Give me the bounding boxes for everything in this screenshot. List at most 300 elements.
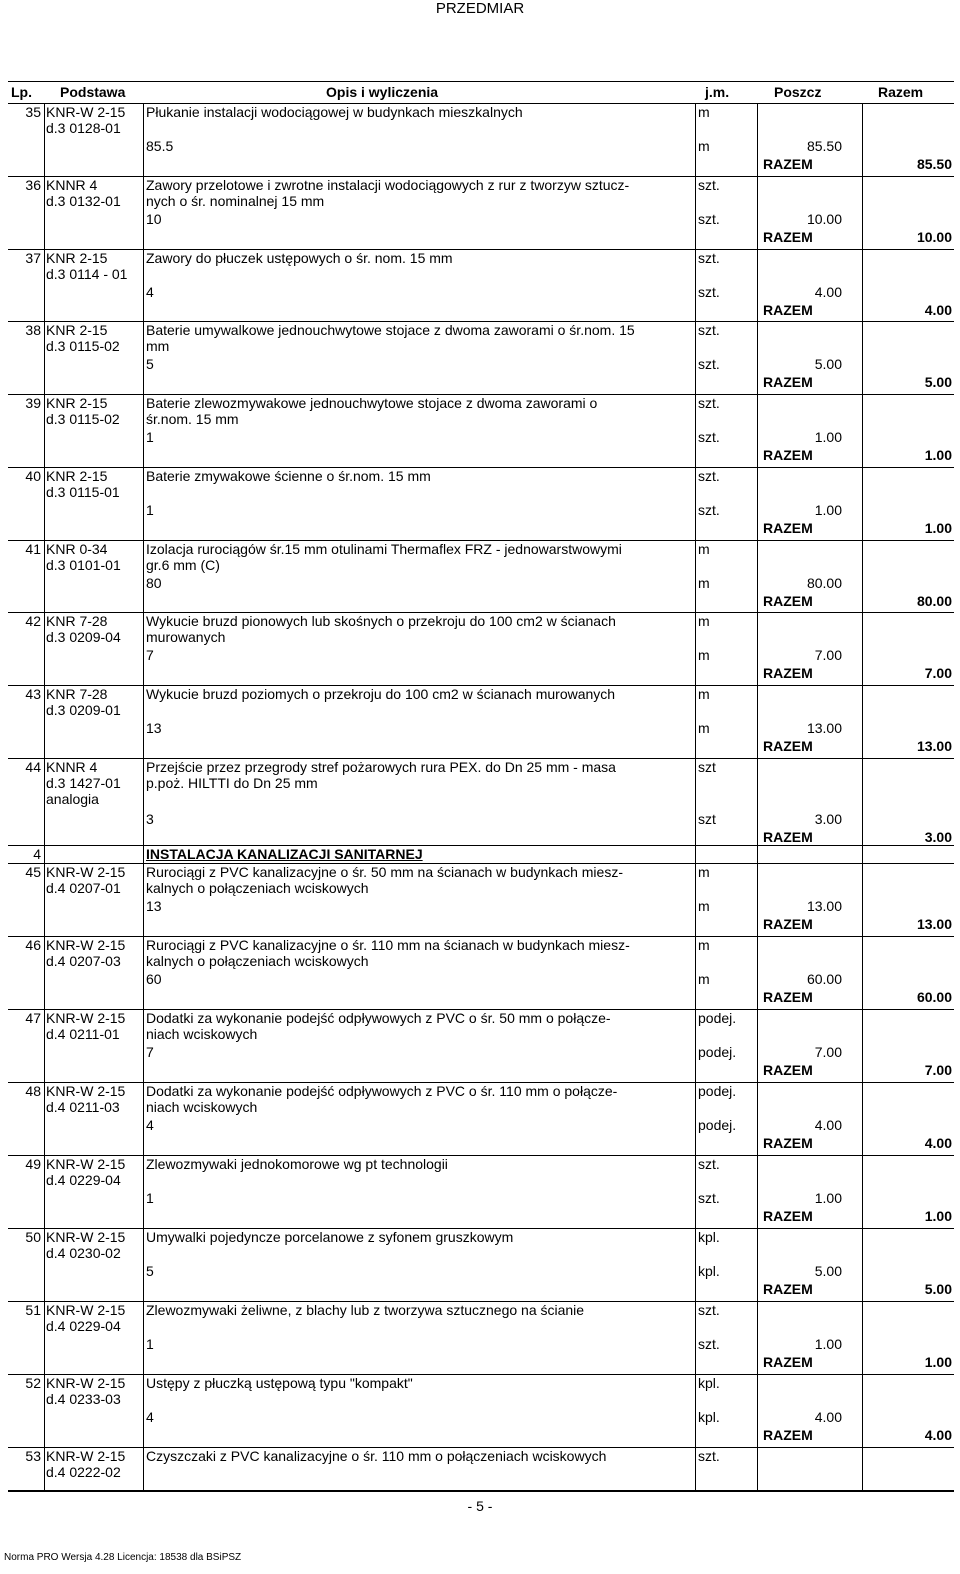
column-divider: [862, 1010, 863, 1082]
quantity-value: 1.00: [814, 1336, 842, 1352]
column-divider: [44, 322, 45, 394]
column-divider: [757, 322, 758, 394]
catalog-position: d.3 0209-01: [46, 702, 121, 718]
unit: m: [698, 686, 710, 702]
razem-label: RAZEM: [763, 302, 813, 318]
quantity-value: 13.00: [806, 898, 842, 914]
quantity-formula: 3: [146, 811, 154, 827]
quantity-unit: szt.: [698, 1190, 720, 1206]
item-number: 40: [25, 468, 41, 484]
column-divider: [44, 1375, 45, 1447]
position-row: [8, 104, 954, 177]
column-divider: [862, 1375, 863, 1447]
column-divider: [862, 395, 863, 467]
catalog-position: d.3 0115-02: [46, 338, 120, 354]
column-divider: [757, 864, 758, 936]
item-number: 49: [25, 1156, 41, 1172]
quantity-unit: kpl.: [698, 1409, 720, 1425]
quantity-formula: 7: [146, 1044, 154, 1060]
column-divider: [44, 846, 45, 863]
description-line: Czyszczaki z PVC kanalizacyjne o śr. 110 mm o połączeniach wciskowych: [146, 1448, 607, 1464]
catalog-position: d.3 0115-02: [46, 411, 120, 427]
catalog-position: d.4 0211-03: [46, 1099, 120, 1115]
section-row: [8, 846, 954, 864]
quantity-unit: kpl.: [698, 1263, 720, 1279]
unit: m: [698, 541, 710, 557]
item-description: [146, 1083, 698, 1115]
unit: szt.: [698, 1156, 720, 1172]
item-number: 43: [25, 686, 41, 702]
position-row: [8, 322, 954, 395]
description-line: Wykucie bruzd pionowych lub skośnych o przekroju do 100 cm2 w ścianach: [146, 613, 616, 629]
catalog-position: d.4 0222-02: [46, 1464, 121, 1480]
column-divider: [143, 1448, 144, 1490]
description-line: Zawory przelotowe i zwrotne instalacji wodociągowych z rur z tworzyw sztucz-: [146, 177, 630, 193]
description-line: Ustępy z płuczką ustępową typu "kompakt": [146, 1375, 413, 1391]
quantity-unit: m: [698, 138, 710, 154]
item-number: 46: [25, 937, 41, 953]
description-line: kalnych o połączeniach wciskowych: [146, 953, 369, 969]
column-divider: [862, 541, 863, 612]
description-line: nych o śr. nominalnej 15 mm: [146, 193, 325, 209]
catalog-code: KNR 0-34: [46, 541, 108, 557]
column-divider: [143, 177, 144, 249]
column-divider: [143, 1010, 144, 1082]
quantity-value: 1.00: [814, 502, 842, 518]
quantity-value: 7.00: [814, 1044, 842, 1060]
column-divider: [862, 937, 863, 1009]
item-description: [146, 937, 698, 969]
item-number: 47: [25, 1010, 41, 1026]
razem-label: RAZEM: [763, 1354, 813, 1370]
unit: szt.: [698, 250, 720, 266]
item-number: 4: [33, 846, 41, 862]
column-divider: [44, 759, 45, 845]
description-line: Rurociągi z PVC kanalizacyjne o śr. 110 mm na ścianach w budynkach miesz-: [146, 937, 630, 953]
column-divider: [44, 541, 45, 612]
description-line: niach wciskowych: [146, 1026, 258, 1042]
column-divider: [143, 1302, 144, 1374]
razem-value: 4.00: [924, 302, 952, 318]
quantity-unit: podej.: [698, 1044, 737, 1060]
column-divider: [757, 104, 758, 176]
razem-label: RAZEM: [763, 916, 813, 932]
item-description: [146, 468, 698, 484]
item-description: [146, 1156, 698, 1172]
position-row: [8, 177, 954, 250]
razem-value: 7.00: [924, 665, 952, 681]
column-divider: [143, 322, 144, 394]
column-divider: [862, 686, 863, 758]
catalog-position: d.4 0229-04: [46, 1172, 121, 1188]
description-line: murowanych: [146, 629, 226, 645]
item-number: 48: [25, 1083, 41, 1099]
column-divider: [44, 250, 45, 321]
position-row: [8, 864, 954, 937]
catalog-position: d.3 0209-04: [46, 629, 121, 645]
column-divider: [44, 1156, 45, 1228]
description-line: Przejście przez przegrody stref pożarowych rura PEX. do Dn 25 mm - masa: [146, 759, 616, 775]
item-number: 37: [25, 250, 41, 266]
header-jm: j.m.: [705, 84, 730, 100]
position-row: [8, 937, 954, 1010]
quantity-value: 60.00: [806, 971, 842, 987]
quantity-unit: szt.: [698, 1336, 720, 1352]
unit: podej.: [698, 1083, 737, 1099]
catalog-position: d.4 0211-01: [46, 1026, 120, 1042]
catalog-code: KNR-W 2-15: [46, 104, 126, 120]
column-divider: [862, 864, 863, 936]
table-header: [8, 82, 954, 104]
column-divider: [44, 864, 45, 936]
razem-label: RAZEM: [763, 1427, 813, 1443]
column-divider: [44, 395, 45, 467]
column-divider: [757, 1229, 758, 1301]
item-description: [146, 1375, 698, 1391]
unit: szt.: [698, 395, 720, 411]
header-podstawa: Podstawa: [60, 84, 126, 100]
column-divider: [757, 395, 758, 467]
item-number: 44: [25, 759, 41, 775]
quantity-formula: 4: [146, 284, 154, 300]
quantity-formula: 4: [146, 1409, 154, 1425]
catalog-position: d.4 0207-03: [46, 953, 121, 969]
quantity-value: 4.00: [814, 1117, 842, 1133]
razem-value: 4.00: [924, 1427, 952, 1443]
column-divider: [44, 1010, 45, 1082]
header-razem: Razem: [878, 84, 924, 100]
quantity-formula: 1: [146, 502, 154, 518]
column-divider: [143, 250, 144, 321]
column-divider: [862, 250, 863, 321]
quantity-formula: 4: [146, 1117, 154, 1133]
page-title: PRZEDMIAR: [435, 0, 525, 17]
column-divider: [143, 1229, 144, 1301]
razem-label: RAZEM: [763, 738, 813, 754]
item-number: 36: [25, 177, 41, 193]
unit: szt: [698, 759, 716, 775]
column-divider: [757, 1448, 758, 1490]
column-divider: [757, 250, 758, 321]
unit: kpl.: [698, 1229, 720, 1245]
quantity-unit: m: [698, 971, 710, 987]
column-divider: [143, 846, 144, 863]
quantity-unit: szt.: [698, 211, 720, 227]
razem-value: 7.00: [924, 1062, 952, 1078]
quantity-value: 3.00: [814, 811, 842, 827]
column-divider: [862, 846, 863, 863]
unit: m: [698, 613, 710, 629]
item-description: [146, 322, 698, 354]
unit: m: [698, 104, 710, 120]
razem-label: RAZEM: [763, 665, 813, 681]
cost-table: [8, 81, 954, 1492]
item-number: 45: [25, 864, 41, 880]
quantity-unit: szt.: [698, 284, 720, 300]
quantity-formula: 13: [146, 898, 162, 914]
column-divider: [44, 613, 45, 685]
razem-label: RAZEM: [763, 1281, 813, 1297]
table-body: [8, 104, 954, 1491]
quantity-formula: 85.5: [146, 138, 174, 154]
column-divider: [862, 1229, 863, 1301]
quantity-formula: 1: [146, 1336, 154, 1352]
catalog-position: d.3 1427-01: [46, 775, 121, 791]
quantity-value: 1.00: [814, 429, 842, 445]
item-description: [146, 1229, 698, 1245]
column-divider: [862, 759, 863, 845]
unit: szt.: [698, 322, 720, 338]
razem-value: 1.00: [924, 447, 952, 463]
column-divider: [143, 937, 144, 1009]
description-line: Umywalki pojedyncze porcelanowe z syfonem gruszkowym: [146, 1229, 514, 1245]
razem-label: RAZEM: [763, 1208, 813, 1224]
column-divider: [143, 1375, 144, 1447]
description-line: Wykucie bruzd poziomych o przekroju do 100 cm2 w ścianach murowanych: [146, 686, 616, 702]
item-description: [146, 1448, 698, 1464]
item-description: [146, 759, 698, 791]
column-divider: [862, 322, 863, 394]
description-line: Baterie zlewozmywakowe jednouchwytowe stojace z dwoma zaworami o: [146, 395, 598, 411]
razem-label: RAZEM: [763, 1062, 813, 1078]
quantity-formula: 80: [146, 575, 162, 591]
item-description: [146, 250, 698, 266]
catalog-code: KNR-W 2-15: [46, 1229, 126, 1245]
description-line: kalnych o połączeniach wciskowych: [146, 880, 369, 896]
catalog-code: KNR 7-28: [46, 686, 108, 702]
column-divider: [44, 104, 45, 176]
catalog-code: KNR 2-15: [46, 395, 108, 411]
catalog-code: KNR 7-28: [46, 613, 108, 629]
page-number: - 5 -: [467, 1498, 493, 1514]
item-description: [146, 613, 698, 645]
quantity-value: 10.00: [806, 211, 842, 227]
quantity-unit: m: [698, 575, 710, 591]
quantity-unit: m: [698, 898, 710, 914]
column-divider: [757, 177, 758, 249]
quantity-value: 7.00: [814, 647, 842, 663]
license-note: Norma PRO Wersja 4.28 Licencja: 18538 dla BSiPSZ: [4, 1552, 242, 1563]
unit: podej.: [698, 1010, 737, 1026]
item-number: 42: [25, 613, 41, 629]
column-divider: [757, 1010, 758, 1082]
description-line: p.poż. HILTTI do Dn 25 mm: [146, 775, 318, 791]
razem-label: RAZEM: [763, 989, 813, 1005]
quantity-value: 13.00: [806, 720, 842, 736]
column-divider: [862, 613, 863, 685]
catalog-code: KNR-W 2-15: [46, 1302, 126, 1318]
column-divider: [143, 395, 144, 467]
item-number: 39: [25, 395, 41, 411]
description-line: Baterie zmywakowe ścienne o śr.nom. 15 mm: [146, 468, 431, 484]
catalog-code: KNR 2-15: [46, 322, 108, 338]
catalog-note: analogia: [46, 791, 99, 807]
quantity-unit: m: [698, 647, 710, 663]
razem-value: 1.00: [924, 1208, 952, 1224]
catalog-position: d.3 0101-01: [46, 557, 121, 573]
column-divider: [143, 104, 144, 176]
description-line: Rurociągi z PVC kanalizacyjne o śr. 50 mm na ścianach w budynkach miesz-: [146, 864, 623, 880]
description-line: Dodatki za wykonanie podejść odpływowych z PVC o śr. 50 mm o połącze-: [146, 1010, 611, 1026]
quantity-formula: 5: [146, 356, 154, 372]
column-divider: [757, 1156, 758, 1228]
razem-label: RAZEM: [763, 156, 813, 172]
razem-value: 3.00: [924, 829, 952, 845]
column-divider: [44, 1448, 45, 1490]
quantity-unit: szt.: [698, 356, 720, 372]
item-description: [146, 686, 698, 702]
item-number: 38: [25, 322, 41, 338]
razem-value: 1.00: [924, 520, 952, 536]
catalog-code: KNR-W 2-15: [46, 1375, 126, 1391]
column-divider: [862, 468, 863, 540]
unit: szt.: [698, 1302, 720, 1318]
razem-value: 80.00: [916, 593, 952, 609]
item-description: [146, 104, 698, 120]
column-divider: [44, 1302, 45, 1374]
column-divider: [757, 541, 758, 612]
column-divider: [757, 759, 758, 845]
quantity-value: 4.00: [814, 284, 842, 300]
header-opis: Opis i wyliczenia: [326, 84, 439, 100]
razem-value: 5.00: [924, 1281, 952, 1297]
column-divider: [757, 468, 758, 540]
catalog-code: KNR-W 2-15: [46, 937, 126, 953]
quantity-unit: szt: [698, 811, 716, 827]
catalog-position: d.3 0114 - 01: [46, 266, 128, 282]
catalog-position: d.3 0115-01: [46, 484, 120, 500]
catalog-position: d.3 0132-01: [46, 193, 121, 209]
position-row: [8, 468, 954, 541]
column-divider: [757, 1375, 758, 1447]
header-lp: Lp.: [11, 84, 32, 100]
header-poszcz: Poszcz: [774, 84, 822, 100]
razem-value: 1.00: [924, 1354, 952, 1370]
quantity-formula: 1: [146, 429, 154, 445]
item-number: 50: [25, 1229, 41, 1245]
unit: szt.: [698, 177, 720, 193]
description-line: INSTALACJA KANALIZACJI SANITARNEJ: [146, 846, 423, 862]
column-divider: [862, 1302, 863, 1374]
position-row: [8, 1010, 954, 1083]
item-description: [146, 541, 698, 573]
column-divider: [44, 1229, 45, 1301]
position-row: [8, 395, 954, 468]
description-line: Izolacja rurociągów śr.15 mm otulinami Thermaflex FRZ - jednowarstwowymi: [146, 541, 622, 557]
column-divider: [757, 613, 758, 685]
quantity-value: 1.00: [814, 1190, 842, 1206]
quantity-formula: 5: [146, 1263, 154, 1279]
unit: kpl.: [698, 1375, 720, 1391]
column-divider: [44, 937, 45, 1009]
unit: m: [698, 937, 710, 953]
razem-label: RAZEM: [763, 374, 813, 390]
column-divider: [757, 937, 758, 1009]
position-row: [8, 250, 954, 322]
column-divider: [862, 1083, 863, 1155]
razem-value: 13.00: [916, 916, 952, 932]
description-line: mm: [146, 338, 170, 354]
razem-label: RAZEM: [763, 829, 813, 845]
razem-value: 60.00: [916, 989, 952, 1005]
quantity-value: 4.00: [814, 1409, 842, 1425]
item-number: 51: [25, 1302, 41, 1318]
catalog-position: d.4 0207-01: [46, 880, 121, 896]
catalog-position: d.4 0229-04: [46, 1318, 121, 1334]
catalog-code: KNNR 4: [46, 759, 98, 775]
column-divider: [143, 613, 144, 685]
catalog-code: KNR 2-15: [46, 468, 108, 484]
column-divider: [44, 686, 45, 758]
position-row: [8, 1448, 954, 1491]
description-line: Zawory do płuczek ustępowych o śr. nom. 15 mm: [146, 250, 453, 266]
item-description: [146, 395, 698, 427]
column-divider: [143, 1083, 144, 1155]
quantity-value: 5.00: [814, 356, 842, 372]
item-number: 53: [25, 1448, 41, 1464]
column-divider: [143, 541, 144, 612]
razem-label: RAZEM: [763, 447, 813, 463]
description-line: gr.6 mm (C): [146, 557, 220, 573]
column-divider: [757, 1302, 758, 1374]
item-description: [146, 1010, 698, 1042]
quantity-value: 5.00: [814, 1263, 842, 1279]
quantity-formula: 13: [146, 720, 162, 736]
catalog-position: d.3 0128-01: [46, 120, 121, 136]
unit: m: [698, 864, 710, 880]
quantity-formula: 60: [146, 971, 162, 987]
description-line: Baterie umywalkowe jednouchwytowe stojace z dwoma zaworami o śr.nom. 15: [146, 322, 635, 338]
catalog-code: KNNR 4: [46, 177, 98, 193]
item-number: 52: [25, 1375, 41, 1391]
razem-value: 10.00: [916, 229, 952, 245]
razem-value: 13.00: [916, 738, 952, 754]
razem-value: 5.00: [924, 374, 952, 390]
razem-label: RAZEM: [763, 593, 813, 609]
catalog-code: KNR-W 2-15: [46, 1010, 126, 1026]
catalog-code: KNR-W 2-15: [46, 1083, 126, 1099]
quantity-formula: 7: [146, 647, 154, 663]
catalog-code: KNR-W 2-15: [46, 864, 126, 880]
item-description: [146, 1302, 698, 1318]
catalog-code: KNR 2-15: [46, 250, 108, 266]
column-divider: [862, 1156, 863, 1228]
item-description: [146, 177, 698, 209]
item-description: [146, 864, 698, 896]
description-line: Zlewozmywaki żeliwne, z blachy lub z tworzywa sztucznego na ścianie: [146, 1302, 585, 1318]
position-row: [8, 1083, 954, 1156]
column-divider: [44, 177, 45, 249]
item-number: 35: [25, 104, 41, 120]
position-row: [8, 613, 954, 686]
position-row: [8, 541, 954, 613]
catalog-position: d.4 0230-02: [46, 1245, 121, 1261]
quantity-formula: 1: [146, 1190, 154, 1206]
position-row: [8, 1375, 954, 1448]
description-line: Dodatki za wykonanie podejść odpływowych z PVC o śr. 110 mm o połącze-: [146, 1083, 618, 1099]
column-divider: [143, 686, 144, 758]
column-divider: [44, 1083, 45, 1155]
column-divider: [757, 1083, 758, 1155]
razem-label: RAZEM: [763, 1135, 813, 1151]
column-divider: [862, 1448, 863, 1490]
quantity-value: 85.50: [806, 138, 842, 154]
quantity-unit: szt.: [698, 502, 720, 518]
quantity-value: 80.00: [806, 575, 842, 591]
position-row: [8, 686, 954, 759]
catalog-code: KNR-W 2-15: [46, 1448, 126, 1464]
unit: szt.: [698, 1448, 720, 1464]
